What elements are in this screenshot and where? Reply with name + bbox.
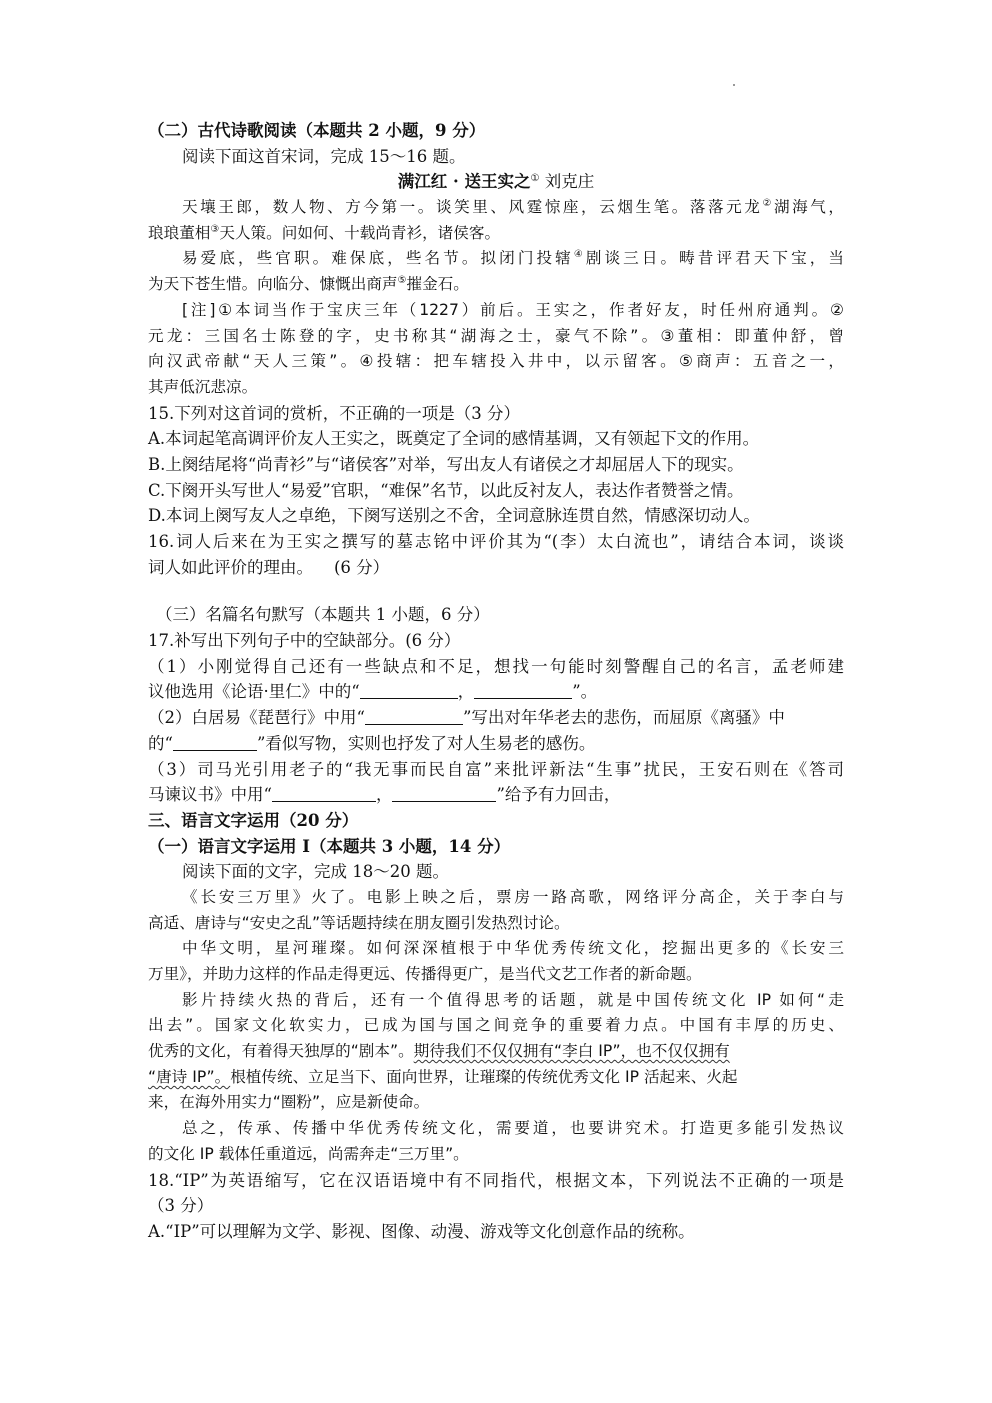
question-15-option-b: B.上阕结尾将“尚青衫”与“诸侯客”对举，写出友人有诸侯之才却屈居人下的现实。 [148, 454, 744, 474]
question-16-score: (6 分） [333, 557, 390, 577]
poem-line: 为天下苍生惜。向临分、慷慨出商声⑤摧金石。 [148, 275, 469, 294]
poem-note-line: [注]①本词当作于宝庆三年（1227）前后。王实之，作者好友，时任州府通判。② [182, 300, 844, 319]
page-content [148, 118, 844, 1245]
poem-instruction: 阅读下面这首宋词，完成 15～16 题。 [182, 146, 466, 166]
note-ref: ⑤ [397, 275, 407, 287]
passage-line: 中华文明，星河璀璨。如何深深植根于中华优秀传统文化，挖掘出更多的《长安三 [182, 939, 844, 958]
passage-line: 的文化 IP 载体任重道远，尚需奔走“三万里”。 [148, 1144, 469, 1163]
wavy-underlined-sentence: 期待我们不仅仅拥有“李白 IP”，也不仅仅拥有 [413, 1042, 730, 1061]
passage-line: 优秀的文化，有着得天独厚的“剧本”。期待我们不仅仅拥有“李白 IP”，也不仅仅拥有 [148, 1042, 730, 1061]
passage-line: 影片持续火热的背后，还有一个值得思考的话题，就是中国传统文化 IP 如何“走 [182, 990, 844, 1009]
part-language-title: 三、语言文字运用（20 分） [148, 810, 359, 830]
poem-title-note-ref: ① [530, 173, 540, 185]
answer-blank[interactable] [365, 708, 463, 725]
passage-line: 总之，传承、传播中华优秀传统文化，需要道，也要讲究术。打造更多能引发热议 [182, 1119, 844, 1138]
question-15-option-d: D.本词上阕写友人之卓绝，下阕写送别之不舍，全词意脉连贯自然，情感深切动人。 [148, 506, 760, 526]
question-16-line: 16.词人后来在为王实之撰写的墓志铭中评价其为“(李）太白流也”，请结合本词，谈谈 [148, 532, 844, 551]
poem-title: 满江红 · 送王实之 [397, 172, 531, 192]
question-17-item-3: （3）司马光引用老子的“我无事而民自富”来批评新法“生事”扰民，王安石则在《答司 [148, 759, 844, 779]
note-ref: ④ [573, 249, 586, 261]
passage-line: “唐诗 IP”。根植传统、立足当下、面向世界，让璀璨的传统优秀文化 IP 活起来、火起 [148, 1067, 738, 1086]
answer-blank[interactable] [173, 734, 257, 751]
spacer [148, 580, 844, 602]
poem-note-line: 向汉武帝献“天人三策”。④投辖：把车辖投入井中，以示留客。⑤商声：五音之一， [148, 352, 844, 371]
passage-line: 《长安三万里》火了。电影上映之后，票房一路高歌，网络评分高企，关于李白与 [182, 887, 844, 906]
question-15-option-a: A.本词起笔高调评价友人王实之，既奠定了全词的感情基调，又有领起下文的作用。 [148, 429, 760, 449]
poem-line: 易爱底，些官职。难保底，些名节。拟闭门投辖④剧谈三日。畴昔评君天下宝，当 [182, 249, 844, 268]
question-15-stem: 15.下列对这首词的赏析，不正确的一项是（3 分） [148, 403, 520, 423]
passage-instruction: 阅读下面的文字，完成 18～20 题。 [182, 862, 449, 882]
answer-blank[interactable] [360, 682, 458, 699]
question-17-item-1: （1）小刚觉得自己还有一些缺点和不足，想找一句能时刻警醒自己的名言，孟老师建 [148, 656, 844, 676]
answer-blank[interactable] [474, 682, 572, 699]
section-dictation-title: （三）名篇名句默写（本题共 1 小题，6 分） [156, 605, 490, 625]
question-16-line: 词人如此评价的理由。 (6 分） [148, 557, 390, 577]
answer-blank[interactable] [272, 785, 376, 802]
poem-line: 琅琅董相③天人策。问如何、十载尚青衫，诸侯客。 [148, 223, 501, 242]
poem-note-line: 其声低沉悲凉。 [148, 377, 258, 396]
poem-author: 刘克庄 [544, 172, 595, 192]
question-17-item-3-blanks: 马谏议书》中用“ ， ”给予有力回击， [148, 785, 621, 805]
passage-line: 高适、唐诗与“安史之乱”等话题持续在朋友圈引发热烈讨论。 [148, 913, 570, 932]
subsection-language-1-title: （一）语言文字运用 Ⅰ（本题共 3 小题，14 分） [148, 836, 511, 856]
question-17-item-2: （2）白居易《琵琶行》中用“ ”写出对年华老去的悲伤，而屈原《离骚》中 [148, 708, 785, 728]
poem-note-line: 元龙：三国名士陈登的字，史书称其“湖海之士，豪气不除”。③董相：即董仲舒，曾 [148, 326, 844, 345]
question-17-item-2-cont: 的“ ”看似写物，实则也抒发了对人生易老的感伤。 [148, 733, 596, 753]
question-18-score: （3 分） [148, 1196, 214, 1216]
poem-line: 天壤王郎，数人物、方今第一。谈笑里、风霆惊座，云烟生笔。落落元龙②湖海气， [182, 198, 844, 217]
question-18-stem: 18.“IP”为英语缩写，它在汉语语境中有不同指代，根据文本，下列说法不正确的一项是 [148, 1170, 844, 1190]
scan-speck [733, 84, 735, 86]
question-15-option-c: C.下阕开头写世人“易爱”官职，“难保”名节，以此反衬友人，表达作者赞誉之情。 [148, 480, 744, 500]
poem-heading [148, 169, 844, 195]
question-18-option-a: A.“IP”可以理解为文学、影视、图像、动漫、游戏等文化创意作品的统称。 [148, 1221, 695, 1241]
wavy-underlined-sentence: “唐诗 IP”。 [148, 1067, 231, 1086]
note-ref: ③ [210, 223, 220, 235]
passage-line: 来，在海外用实力“圈粉”，应是新使命。 [148, 1093, 430, 1112]
answer-blank[interactable] [392, 785, 496, 802]
note-ref: ② [762, 198, 774, 210]
question-17-item-1-blanks: 议他选用《论语·里仁》中的“ ， ”。 [148, 682, 598, 702]
passage-line: 万里》，并助力这样的作品走得更远、传播得更广，是当代文艺工作者的新命题。 [148, 965, 702, 983]
question-17-stem: 17.补写出下列句子中的空缺部分。(6 分） [148, 631, 461, 651]
section-ancient-poetry-title: （二）古代诗歌阅读（本题共 2 小题，9 分） [148, 121, 486, 140]
passage-line: 出去”。国家文化软实力，已成为国与国之间竞争的重要着力点。中国有丰厚的历史、 [148, 1016, 844, 1035]
